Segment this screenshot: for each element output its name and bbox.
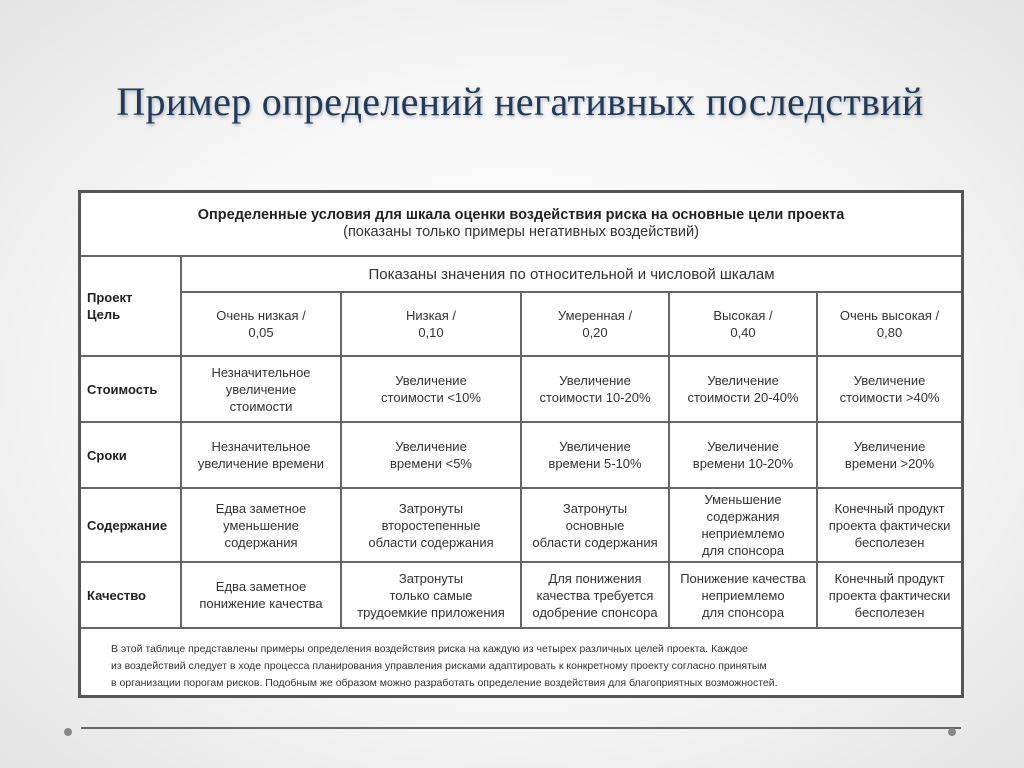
row-label: Качество: [81, 562, 181, 628]
cell-line: Увеличение: [707, 439, 779, 454]
table-cell: [817, 356, 961, 422]
cell-line: области содержания: [532, 534, 658, 550]
cell-line: бесполезен: [854, 604, 925, 620]
cell-line: увеличение времени: [197, 456, 325, 471]
footnote-line: в организации порогам рисков. Подобным же образом можно разработать определение воздействия для благоприятных возможностей.: [111, 677, 778, 689]
cell-line: Затронуты: [398, 570, 464, 586]
table-cell: [181, 356, 341, 422]
table-row: [81, 562, 961, 628]
table-cell: [341, 356, 521, 422]
level-value: 0,80: [876, 325, 903, 340]
table-header-title: Определенные условия для шкала оценки воздействия риска на основные цели проекта: [197, 207, 845, 223]
cell-line: стоимости 20-40%: [687, 390, 799, 405]
table-cell: [181, 422, 341, 488]
table-row: [81, 422, 961, 488]
cell-line: области содержания: [368, 534, 494, 550]
cell-line: Незначительное: [211, 439, 311, 454]
scale-header: Показаны значения по относительной и числовой шкалам: [181, 256, 961, 292]
project-goal-line1: Проект: [87, 290, 133, 305]
cell-line: одобрение спонсора: [532, 604, 658, 620]
table-cell: [817, 562, 961, 628]
cell-line: Незначительное: [211, 364, 311, 380]
level-value: 0,40: [730, 325, 756, 340]
table-cell: [521, 422, 669, 488]
cell-line: Затронуты: [398, 500, 464, 516]
project-goal-header: [81, 256, 181, 356]
cell-line: неприемлемо: [701, 587, 785, 603]
cell-line: времени <5%: [390, 456, 472, 471]
footnote-line: из воздействий следует в ходе процесса планирования управления рисками адаптировать к конкретному проекту согласно принятым: [111, 660, 767, 672]
table-cell: [669, 488, 817, 562]
row-label: Сроки: [81, 422, 181, 488]
cell-line: неприемлемо: [701, 526, 785, 541]
table-cell: [521, 562, 669, 628]
cell-line: Увеличение: [853, 439, 926, 454]
cell-line: основные: [565, 517, 625, 533]
cell-line: Увеличение: [395, 439, 467, 454]
cell-line: качества требуется: [536, 587, 654, 603]
cell-line: Едва заметное: [215, 579, 307, 594]
table-row: [81, 356, 961, 422]
cell-line: трудоемкие приложения: [357, 604, 505, 620]
level-name: Высокая /: [713, 308, 773, 323]
row-label: Стоимость: [81, 356, 181, 422]
risk-table: [81, 193, 961, 729]
table-footnote: [81, 628, 961, 728]
cell-line: Для понижения: [548, 570, 642, 586]
level-value: 0,20: [582, 325, 608, 340]
cell-line: бесполезен: [854, 534, 925, 550]
cell-line: Едва заметное: [215, 500, 307, 516]
cell-line: Увеличение: [707, 373, 779, 388]
cell-line: Увеличение: [853, 373, 926, 388]
level-cell: [181, 292, 341, 356]
level-name: Очень низкая /: [216, 308, 306, 323]
table-cell: [817, 422, 961, 488]
table-cell: [341, 488, 521, 562]
cell-line: для спонсора: [701, 543, 785, 558]
cell-line: Конечный продукт: [834, 500, 945, 516]
level-cell: [521, 292, 669, 356]
cell-line: стоимости: [229, 398, 293, 414]
table-cell: [669, 356, 817, 422]
cell-line: стоимости <10%: [381, 390, 481, 405]
data-rows: [81, 356, 961, 628]
cell-line: стоимости 10-20%: [539, 390, 651, 405]
cell-line: только самые: [389, 587, 473, 603]
cell-line: содержания: [224, 534, 298, 550]
table-cell: [521, 488, 669, 562]
cell-line: Уменьшение: [704, 492, 782, 507]
table-cell: [181, 488, 341, 562]
slide-title: Пример определений негативных последствий: [116, 79, 924, 124]
cell-line: для спонсора: [701, 604, 785, 620]
table-header: [81, 193, 961, 256]
cell-line: увеличение: [225, 381, 297, 397]
table-cell: [521, 356, 669, 422]
level-cell: [669, 292, 817, 356]
level-value: 0,05: [248, 325, 274, 340]
level-name: Умеренная /: [557, 308, 633, 323]
cell-line: Затронуты: [562, 500, 628, 516]
cell-line: Увеличение: [395, 373, 467, 388]
table-cell: [669, 422, 817, 488]
level-name: Очень высокая /: [839, 308, 940, 323]
cell-line: проекта фактически: [828, 587, 951, 603]
level-cell: [341, 292, 521, 356]
level-value: 0,10: [418, 325, 444, 340]
cell-line: времени 5-10%: [548, 456, 642, 471]
cell-line: проекта фактически: [828, 517, 951, 533]
cell-line: Конечный продукт: [834, 570, 945, 586]
cell-line: времени >20%: [844, 456, 935, 471]
cell-line: времени 10-20%: [692, 456, 794, 471]
cell-line: уменьшение: [223, 517, 299, 533]
level-cell: [817, 292, 961, 356]
levels-row: [81, 292, 961, 356]
cell-line: Увеличение: [559, 439, 631, 454]
table-cell: [181, 562, 341, 628]
cell-line: содержания: [706, 509, 780, 524]
table-row: [81, 488, 961, 562]
row-label: Содержание: [81, 488, 181, 562]
footnote-line: В этой таблице представлены примеры определения воздействия риска на каждую из четырех различных целей проекта. Каждое: [111, 643, 748, 655]
table-cell: [341, 422, 521, 488]
level-name: Низкая /: [405, 308, 457, 323]
table-header-subtitle: (показаны только примеры негативных воздействий): [343, 224, 699, 240]
table-cell: [669, 562, 817, 628]
slide-dot-left: [64, 728, 72, 736]
risk-impact-table: [78, 190, 964, 698]
table-cell: [817, 488, 961, 562]
table-cell: [341, 562, 521, 628]
cell-line: стоимости >40%: [839, 390, 940, 405]
cell-line: второстепенные: [381, 517, 481, 533]
slide-dot-right: [948, 728, 956, 736]
cell-line: Увеличение: [559, 373, 631, 388]
cell-line: Понижение качества: [680, 570, 806, 586]
cell-line: понижение качества: [199, 596, 323, 611]
project-goal-line2: Цель: [87, 307, 121, 322]
